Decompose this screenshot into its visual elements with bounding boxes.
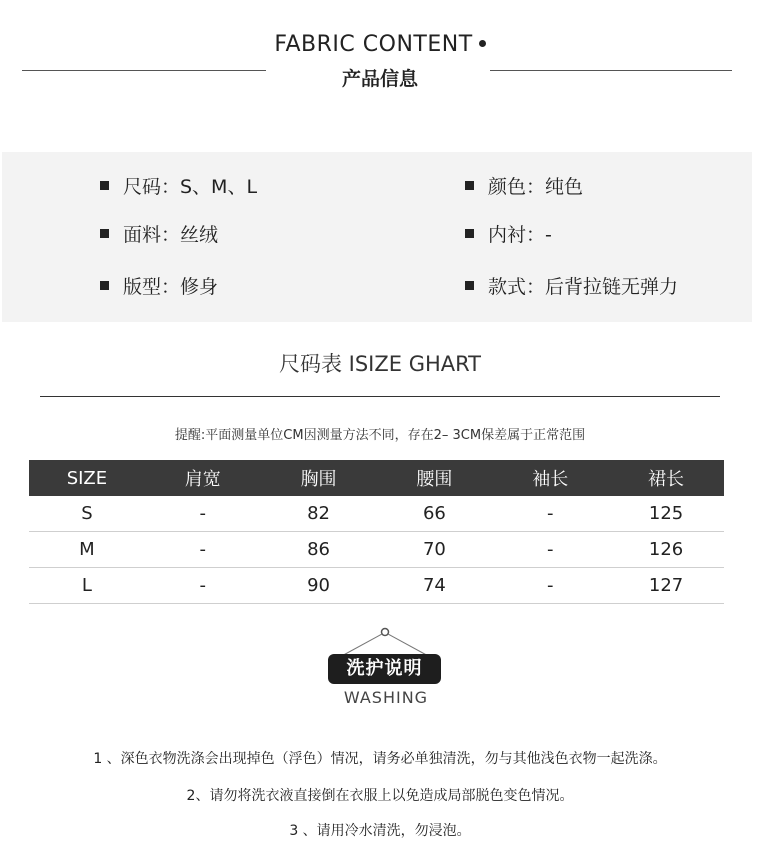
table-cell: S [81,503,93,524]
washing-instruction: 3 、请用冷水清洗，勿浸泡。 [289,823,471,839]
washing-instruction: 1 、深色衣物洗涤会出现掉色（浮色）情况，请务必单独清洗，勿与其他浅色衣物一起洗涤。 [93,751,667,767]
table-cell: - [546,539,554,560]
column-header: 袖长 [532,469,569,490]
table-row [29,496,724,532]
square-bullet-icon [465,229,474,238]
table-row [29,568,724,604]
table-header [29,460,724,496]
size-chart-divider [40,396,720,397]
table-cell: 125 [648,503,684,524]
washing-badge: 洗护说明 [328,654,441,684]
column-header: 裙长 [648,469,685,490]
measurement-note: 提醒:平面测量单位CM因测量方法不同，存在2– 3CM保差属于正常范围 [174,428,586,443]
table-cell: 127 [648,575,684,596]
column-header: 胸围 [300,469,337,490]
info-item-color: 颜色：纯色 [465,172,583,199]
table-cell: 82 [307,503,331,524]
product-info-panel [2,152,752,322]
info-item-size: 尺码：S、M、L [100,172,257,199]
column-header: 肩宽 [184,469,221,490]
info-item-fit: 版型：修身 [100,272,218,299]
info-item-fabric: 面料：丝绒 [100,220,218,247]
size-chart-title: 尺码表 ISIZE GHART [278,352,482,376]
table-cell: M [79,539,95,560]
square-bullet-icon [100,281,109,290]
square-bullet-icon [465,181,474,190]
column-header: SIZE [66,467,108,489]
table-cell: 86 [307,539,331,560]
info-item-style: 款式：后背拉链无弹力 [465,272,678,299]
table-cell: 90 [307,575,331,596]
size-table [29,460,724,604]
section-title-cn: 产品信息 [341,68,418,90]
table-row [29,532,724,568]
square-bullet-icon [465,281,474,290]
table-cell: - [199,575,206,596]
washing-label: WASHING [343,688,429,707]
table-cell: 126 [648,539,684,560]
table-cell: L [81,575,92,596]
column-header: 腰围 [416,469,453,490]
table-cell: - [199,539,206,560]
table-cell: 70 [422,539,446,560]
table-cell: - [546,503,554,524]
washing-instruction: 2、请勿将洗衣液直接倒在衣服上以免造成局部脱色变色情况。 [186,788,574,804]
table-cell: 66 [422,503,446,524]
table-cell: - [546,575,554,596]
table-cell: 74 [422,575,446,596]
square-bullet-icon [100,229,109,238]
square-bullet-icon [100,181,109,190]
info-item-lining: 内衬：- [465,220,552,247]
dot-icon [479,40,486,47]
table-cell: - [199,503,206,524]
section-title-en: FABRIC CONTENT [0,32,760,57]
